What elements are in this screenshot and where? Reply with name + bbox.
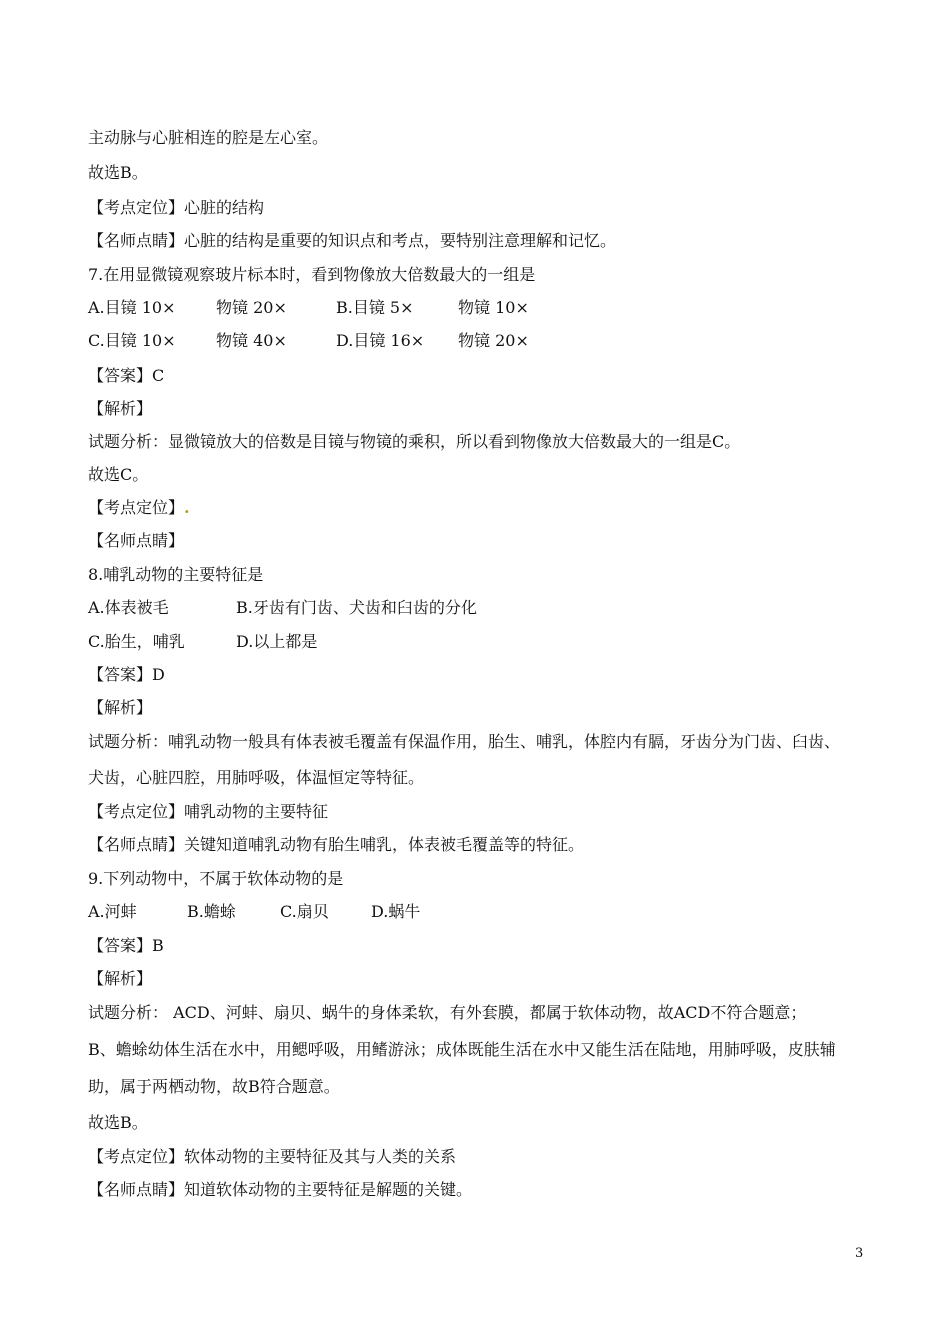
q9-stem: 9.下列动物中，不属于软体动物的是 xyxy=(88,869,344,888)
q7-option-b-objective: 物镜 10× xyxy=(458,298,529,317)
q6-knowledge-point: 【考点定位】心脏的结构 xyxy=(88,198,265,217)
q7-knowledge-point-label: 【考点定位】 xyxy=(88,498,185,517)
q7-option-d-eyepiece: D.目镜 16× xyxy=(336,331,425,350)
q9-answer: 【答案】B xyxy=(88,936,164,955)
q7-option-c-objective: 物镜 40× xyxy=(216,331,287,350)
q8-knowledge-point: 【考点定位】哺乳动物的主要特征 xyxy=(88,802,329,821)
q8-option-d: D.以上都是 xyxy=(236,632,318,651)
q7-option-c-eyepiece: C.目镜 10× xyxy=(88,331,176,350)
q7-analysis: 试题分析：显微镜放大的倍数是目镜与物镜的乘积，所以看到物像放大倍数最大的一组是C。 xyxy=(88,432,741,451)
q7-teacher-tip: 【名师点睛】 xyxy=(88,531,185,550)
q9-option-b: B.蟾蜍 xyxy=(187,902,236,921)
q9-analysis-heading: 【解析】 xyxy=(88,969,153,988)
q8-answer: 【答案】D xyxy=(88,665,165,684)
q7-knowledge-point xyxy=(88,498,190,518)
q9-teacher-tip: 【名师点睛】知道软体动物的主要特征是解题的关键。 xyxy=(88,1180,473,1199)
q7-knowledge-point-dot: . xyxy=(184,498,190,517)
q7-option-a-eyepiece: A.目镜 10× xyxy=(88,298,176,317)
q9-knowledge-point: 【考点定位】软体动物的主要特征及其与人类的关系 xyxy=(88,1147,457,1166)
q9-option-d: D.蜗牛 xyxy=(371,902,421,921)
q7-option-d-objective: 物镜 20× xyxy=(458,331,529,350)
q9-analysis-line-1: 试题分析： ACD、河蚌、扇贝、蜗牛的身体柔软，有外套膜，都属于软体动物，故ACD不符合题意； xyxy=(88,1003,807,1022)
q8-analysis-heading: 【解析】 xyxy=(88,698,153,717)
q8-option-c: C.胎生，哺乳 xyxy=(88,632,185,651)
q9-option-a: A.河蚌 xyxy=(88,902,137,921)
q8-option-a: A.体表被毛 xyxy=(88,598,169,617)
q7-analysis-heading: 【解析】 xyxy=(88,399,153,418)
q7-choose: 故选C。 xyxy=(88,465,149,484)
page-number: 3 xyxy=(855,1246,864,1261)
q9-choose: 故选B。 xyxy=(88,1113,148,1132)
q9-analysis-line-2: B、蟾蜍幼体生活在水中，用鳃呼吸，用鳍游泳；成体既能生活在水中又能生活在陆地，用肺呼吸，皮肤辅 xyxy=(88,1040,836,1059)
q8-stem: 8.哺乳动物的主要特征是 xyxy=(88,565,264,584)
q7-answer: 【答案】C xyxy=(88,366,165,385)
q9-analysis-line-3: 助，属于两栖动物，故B符合题意。 xyxy=(88,1077,340,1096)
q7-option-b-eyepiece: B.目镜 5× xyxy=(336,298,414,317)
q8-teacher-tip: 【名师点睛】关键知道哺乳动物有胎生哺乳，体表被毛覆盖等的特征。 xyxy=(88,835,585,854)
q6-teacher-tip: 【名师点睛】心脏的结构是重要的知识点和考点，要特别注意理解和记忆。 xyxy=(88,231,617,250)
q6-explanation-line: 主动脉与心脏相连的腔是左心室。 xyxy=(88,128,329,147)
q8-option-b: B.牙齿有门齿、犬齿和臼齿的分化 xyxy=(236,598,477,617)
q8-analysis-line-2: 犬齿，心脏四腔，用肺呼吸，体温恒定等特征。 xyxy=(88,768,425,787)
q6-choose: 故选B。 xyxy=(88,163,148,182)
q7-option-a-objective: 物镜 20× xyxy=(216,298,287,317)
q9-option-c: C.扇贝 xyxy=(280,902,329,921)
q8-analysis-line-1: 试题分析：哺乳动物一般具有体表被毛覆盖有保温作用，胎生、哺乳，体腔内有膈，牙齿分为门齿、臼齿、 xyxy=(88,732,841,751)
q7-stem: 7.在用显微镜观察玻片标本时，看到物像放大倍数最大的一组是 xyxy=(88,265,536,284)
